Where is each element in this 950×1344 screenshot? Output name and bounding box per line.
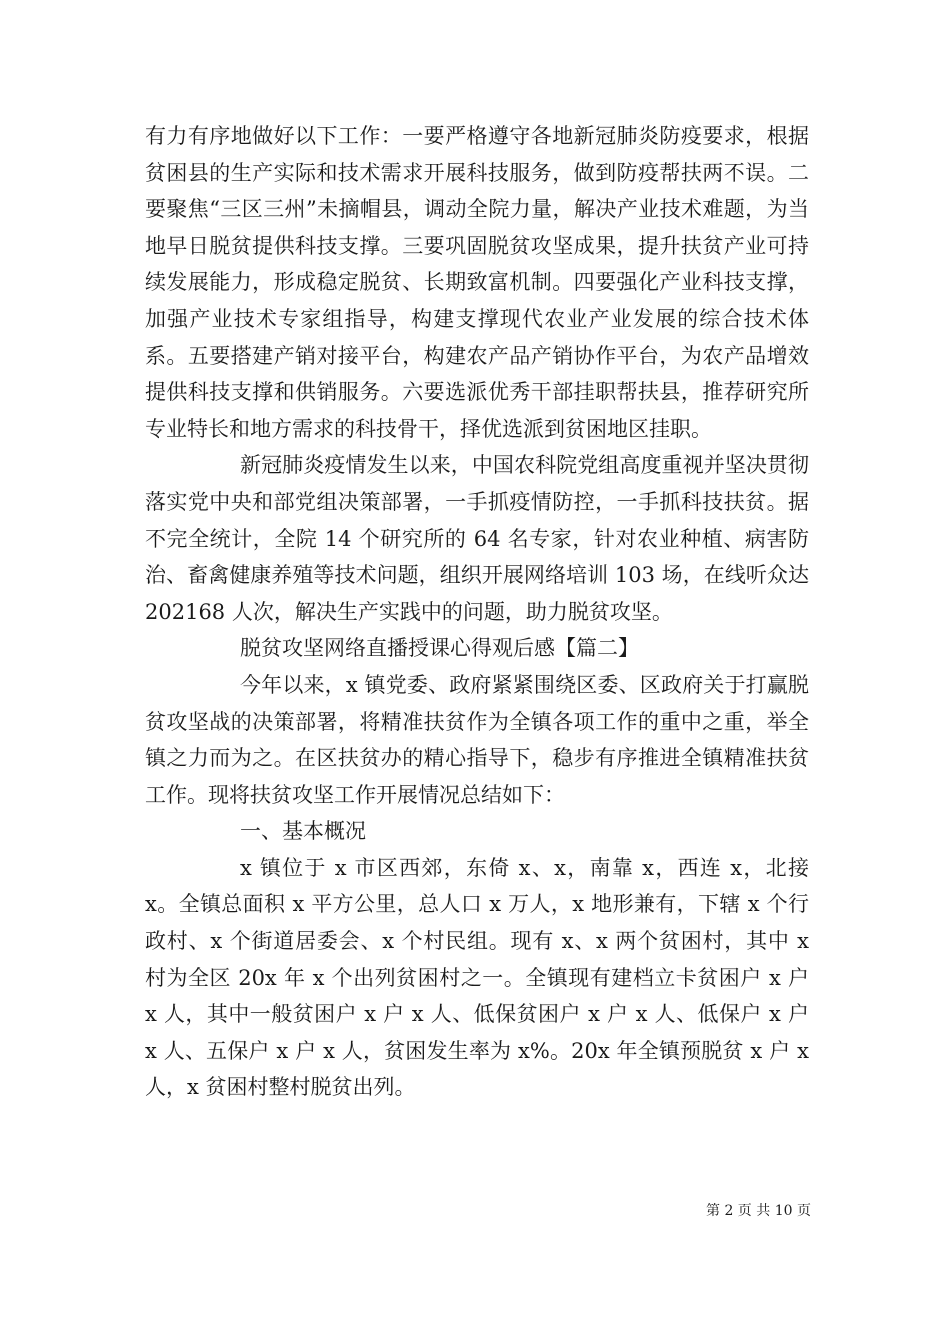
- section-title: 脱贫攻坚网络直播授课心得观后感【篇二】: [240, 636, 639, 661]
- document-body: [145, 118, 809, 1106]
- page-number: 第 2 页 共 10 页: [706, 1203, 811, 1219]
- paragraph-work-items: 有力有序地做好以下工作：一要严格遵守各地新冠肺炎防疫要求，根据贫困县的生产实际和技术需求开展科技服务，做到防疫帮扶两不误。二要聚焦“三区三州”未摘帽县，调动全院力量，解决产业技术难题，为当地早日脱贫提供科技支撑。三要巩固脱贫攻坚成果，提升扶贫产业可持续发展能力，形成稳定脱贫、长期致富机制。四要强化产业科技支撑，加强产业技术专家组指导，构建支撑现代农业产业发展的综合技术体系。五要搭建产销对接平台，构建农产品产销协作平台，为农产品增效提供科技支撑和供销服务。六要选派优秀干部挂职帮扶县，推荐研究所专业特长和地方需求的科技骨干，择优选派到贫困地区挂职。: [145, 124, 809, 441]
- subsection-title: 一、基本概况: [240, 819, 366, 844]
- paragraph-intro: 今年以来，x 镇党委、政府紧紧围绕区委、区政府关于打赢脱贫攻坚战的决策部署，将精准扶贫作为全镇各项工作的重中之重，举全镇之力而为之。在区扶贫办的精心指导下，稳步有序推进全镇精准扶贫工作。现将扶贫攻坚工作开展情况总结如下：: [145, 672, 809, 807]
- paragraph-epidemic-support: 新冠肺炎疫情发生以来，中国农科院党组高度重视并坚决贯彻落实党中央和部党组决策部署，一手抓疫情防控，一手抓科技扶贫。据不完全统计，全院 14 个研究所的 64 名专家，针对农业种植、病害防治、畜禽健康养殖等技术问题，组织开展网络培训 103 场，在线听众达 202168 人次，解决生产实践中的问题，助力脱贫攻坚。: [145, 453, 809, 624]
- paragraph-overview: x 镇位于 x 市区西郊，东倚 x、x，南靠 x，西连 x，北接 x。全镇总面积 x 平方公里，总人口 x 万人，x 地形兼有，下辖 x 个行政村、x 个街道居委会、x 个村民组。现有 x、x 两个贫困村，其中 x 村为全区 20x 年 x 个出列贫困村之一。全镇现有建档立卡贫困户 x 户 x 人，其中一般贫困户 x 户 x 人、低保贫困户 x 户 x 人、低保户 x 户 x 人、五保户 x 户 x 人，贫困发生率为 x%。20x 年全镇预脱贫 x 户 x 人，x 贫困村整村脱贫出列。: [145, 855, 809, 1100]
